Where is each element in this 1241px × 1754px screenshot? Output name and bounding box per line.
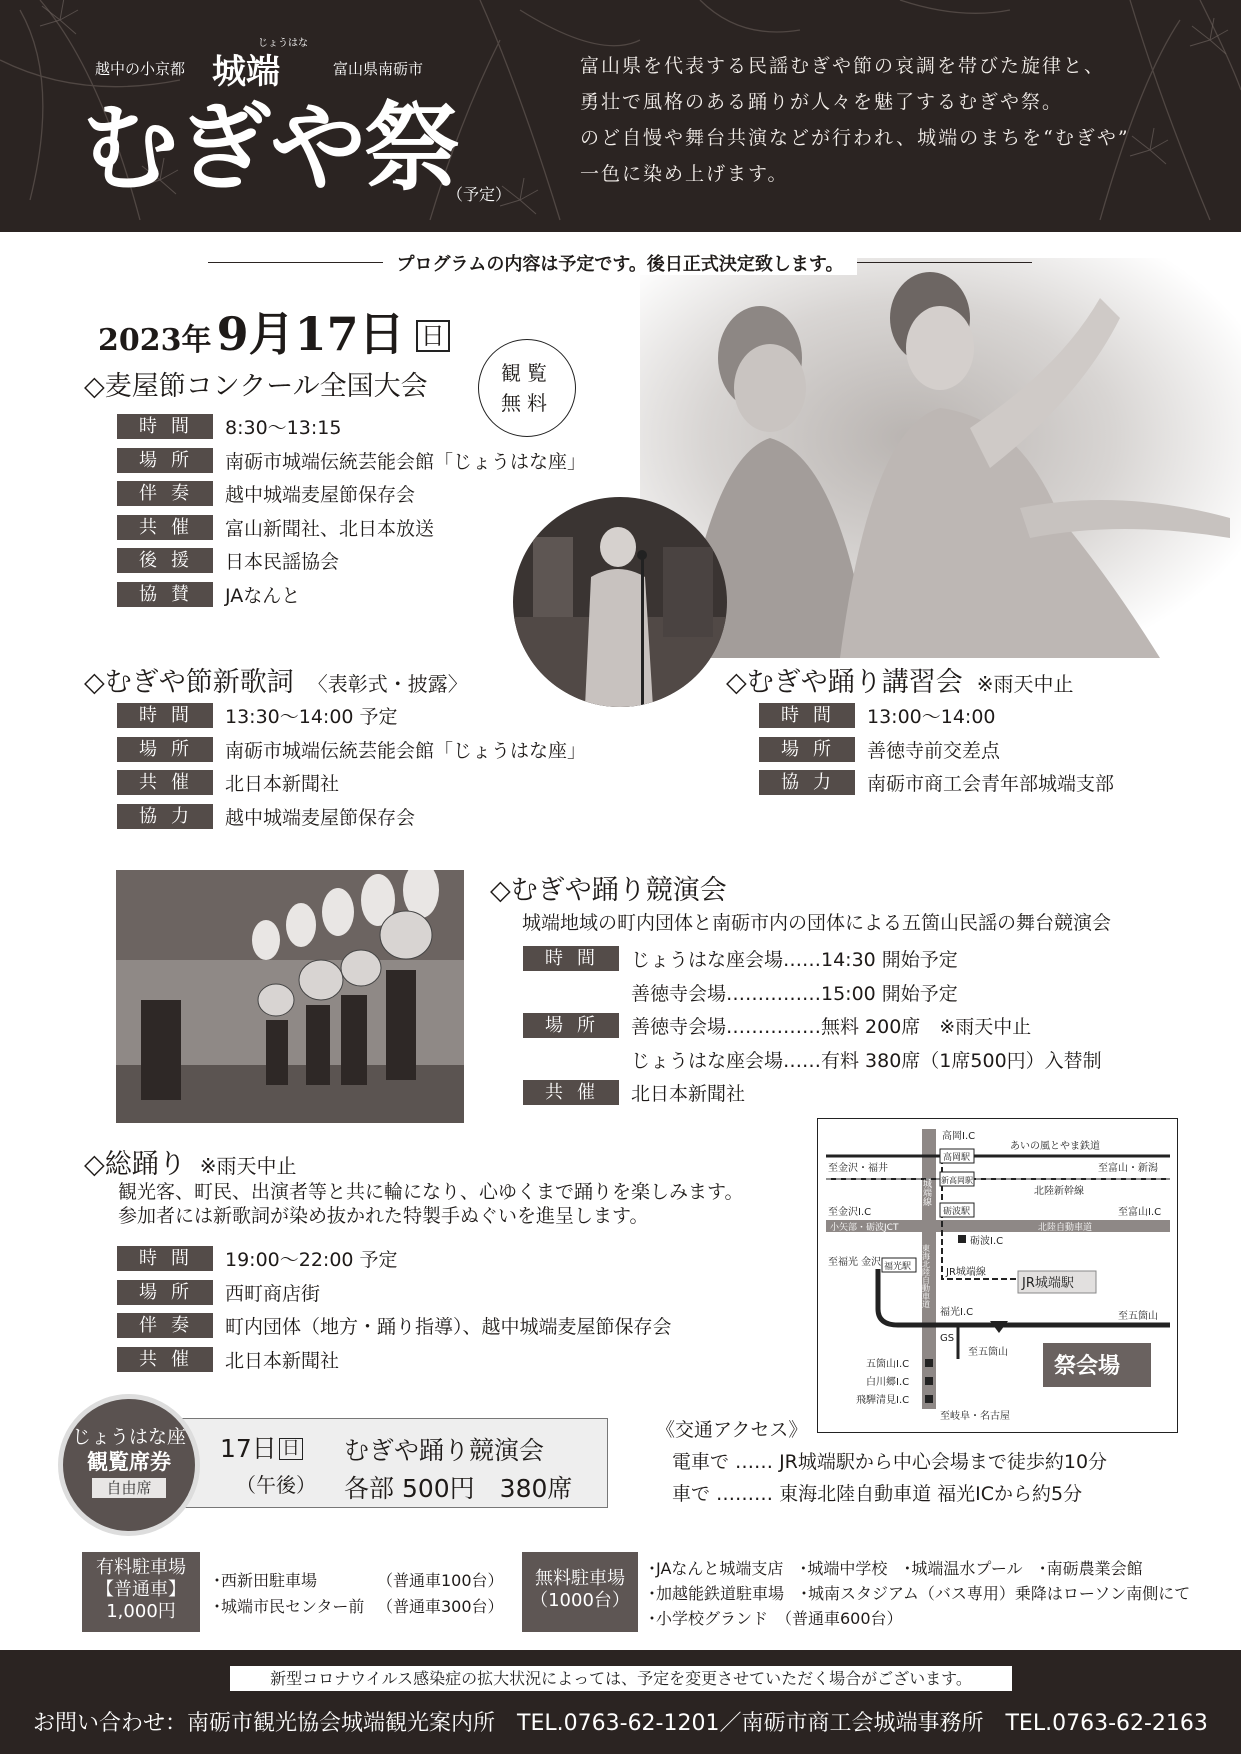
row-value: 越中城端麦屋節保存会 bbox=[225, 806, 416, 829]
row-label: 場所 bbox=[117, 1280, 213, 1305]
detail-row bbox=[759, 699, 1114, 733]
map-label: 至岐阜・名古屋 bbox=[940, 1411, 1010, 1422]
lesson-title-aside: ※雨天中止 bbox=[976, 672, 1074, 696]
ticket-info-box bbox=[175, 1418, 608, 1508]
map-label: 福光駅 bbox=[884, 1262, 912, 1272]
kyoen-description: 城端地域の町内団体と南砺市内の団体による五箇山民謡の舞台競演会 bbox=[522, 912, 1112, 934]
city-ruby: じょうはな bbox=[258, 38, 308, 49]
intro-line: 勇壮で風格のある踊りが人々を魅了するむぎや祭。 bbox=[580, 91, 1064, 113]
parking-item: ･加越能鉄道駐車場 ･城南スタジアム（バス専用）乗降はローソン南側にて bbox=[648, 1584, 1191, 1603]
paid-parking-label bbox=[82, 1552, 200, 1632]
row-value: 北日本新聞社 bbox=[631, 1083, 746, 1106]
parking-item bbox=[213, 1568, 504, 1594]
map-label: 東海北陸自動車道 bbox=[921, 1244, 931, 1308]
detail-row bbox=[117, 733, 586, 767]
detail-row bbox=[117, 1343, 672, 1377]
free-parking-list bbox=[648, 1556, 1190, 1631]
row-value: 西町商店街 bbox=[225, 1282, 321, 1305]
header-banner bbox=[0, 0, 1241, 232]
notice-line bbox=[208, 250, 1032, 276]
detail-row bbox=[117, 410, 586, 444]
kyoen-details bbox=[523, 942, 1102, 1110]
row-value: 町内団体（地方・踊り指導）、越中城端麦屋節保存会 bbox=[225, 1316, 672, 1339]
map-label: 五箇山I.C bbox=[866, 1359, 910, 1370]
row-value: 13:30〜14:00 予定 bbox=[225, 706, 398, 729]
row-label bbox=[523, 1047, 619, 1072]
kyoen-title: ◇むぎや踊り競演会 bbox=[490, 875, 727, 906]
soodori-details bbox=[117, 1242, 672, 1376]
row-value: 富山新聞社、北日本放送 bbox=[225, 517, 435, 540]
ticket-price: 各部 500円 380席 bbox=[344, 1474, 573, 1503]
date-year: 2023年 bbox=[98, 323, 212, 358]
parking-item bbox=[213, 1594, 504, 1620]
free-parking-line: （1000台） bbox=[530, 1590, 630, 1611]
ticket-circle-line: 観覧席券 bbox=[87, 1450, 171, 1474]
map-label: 至五箇山 bbox=[968, 1347, 1008, 1358]
singer-photo bbox=[513, 497, 727, 707]
row-label: 後援 bbox=[117, 548, 213, 573]
detail-row bbox=[117, 477, 586, 511]
row-value: じょうはな座会場……14:30 開始予定 bbox=[631, 949, 958, 972]
parking-name: ･城端市民センター前 bbox=[213, 1597, 365, 1616]
row-value: JAなんと bbox=[225, 584, 301, 607]
soodori-title-text: ◇総踊り bbox=[84, 1149, 186, 1180]
access-map bbox=[817, 1118, 1178, 1433]
lyrics-title bbox=[84, 660, 468, 699]
ticket-weekday: 日 bbox=[279, 1438, 303, 1460]
row-label: 時間 bbox=[523, 946, 619, 971]
row-label: 協力 bbox=[117, 804, 213, 829]
row-value: 善徳寺会場……………15:00 開始予定 bbox=[631, 982, 958, 1005]
row-value: じょうはな座会場……有料 380席（1席500円）入替制 bbox=[631, 1049, 1102, 1072]
access-car: 車で ……… 東海北陸自動車道 福光ICから約5分 bbox=[672, 1483, 1083, 1505]
row-label: 伴奏 bbox=[117, 481, 213, 506]
header-subtitle: 越中の小京都 bbox=[95, 60, 186, 78]
map-label: 至金沢I.C bbox=[828, 1207, 872, 1218]
detail-row bbox=[523, 942, 1102, 976]
ticket-circle-line: じょうはな座 bbox=[71, 1426, 186, 1448]
ticket-seal bbox=[58, 1394, 200, 1536]
row-label: 共催 bbox=[523, 1080, 619, 1105]
map-label: 小矢部・砺波JCT bbox=[830, 1223, 899, 1233]
detail-row bbox=[523, 1009, 1102, 1043]
detail-row bbox=[523, 976, 1102, 1010]
dancer-photo bbox=[640, 258, 1241, 658]
map-label: 至福光 金沢 bbox=[828, 1257, 882, 1268]
row-value: 越中城端麦屋節保存会 bbox=[225, 484, 416, 507]
program-notice bbox=[208, 250, 1032, 276]
lyrics-title-text: ◇むぎや節新歌詞 bbox=[84, 667, 294, 698]
map-label: 304 bbox=[990, 1310, 1008, 1320]
map-label: 至金沢・福井 bbox=[828, 1163, 888, 1174]
date-weekday: 日 bbox=[416, 320, 450, 352]
row-label: 場所 bbox=[117, 448, 213, 473]
parade-photo bbox=[116, 870, 464, 1123]
row-value: 13:00〜14:00 bbox=[867, 706, 996, 729]
paid-parking-line: 1,000円 bbox=[106, 1601, 176, 1622]
detail-row bbox=[117, 1309, 672, 1343]
concours-title: ◇麦屋節コンクール全国大会 bbox=[84, 371, 428, 402]
city-name: 城端 bbox=[212, 52, 280, 92]
row-label: 時間 bbox=[117, 414, 213, 439]
contact-info: お問い合わせ：南砺市観光協会城端観光案内所 TEL.0763-62-1201／南砺市商工会城端事務所 TEL.0763-62-2163 bbox=[33, 1711, 1208, 1736]
detail-row bbox=[759, 733, 1114, 767]
parking-capacity: （普通車300台） bbox=[377, 1597, 504, 1616]
row-label: 場所 bbox=[759, 737, 855, 762]
row-label: 協賛 bbox=[117, 582, 213, 607]
detail-row bbox=[523, 1076, 1102, 1110]
paid-parking-line: 有料駐車場 bbox=[96, 1557, 186, 1578]
detail-row bbox=[117, 444, 586, 478]
map-label: GS bbox=[940, 1333, 955, 1344]
notice-text: プログラムの内容は予定です。後日正式決定致します。 bbox=[383, 254, 858, 275]
map-label: 高岡I.C bbox=[942, 1131, 976, 1142]
date-month-day: 9月17日 bbox=[216, 307, 405, 361]
row-label: 時間 bbox=[117, 1246, 213, 1271]
row-value: 南砺市城端伝統芸能会館「じょうはな座」 bbox=[225, 450, 587, 473]
map-label: 新高岡駅 bbox=[941, 1176, 973, 1185]
covid-notice: 新型コロナウイルス感染症の拡大状況によっては、予定を変更させていただく場合がございます。 bbox=[230, 1666, 1012, 1691]
soodori-desc-line: 観光客、町民、出演者等と共に輪になり、心ゆくまで踊りを楽しみます。 bbox=[118, 1181, 744, 1203]
event-date bbox=[98, 298, 450, 364]
map-label: 高岡駅 bbox=[943, 1153, 971, 1163]
intro-line: 一色に染め上げます。 bbox=[580, 163, 789, 185]
festival-title: むぎや祭 bbox=[82, 91, 458, 204]
paid-parking-line: 【普通車】 bbox=[96, 1579, 186, 1600]
row-label: 共催 bbox=[117, 1347, 213, 1372]
intro-text bbox=[580, 48, 1200, 192]
map-label: あいの風とやま鉄道 bbox=[1010, 1141, 1100, 1152]
detail-row bbox=[117, 699, 586, 733]
detail-row bbox=[523, 1043, 1102, 1077]
row-label: 共催 bbox=[117, 770, 213, 795]
row-label: 場所 bbox=[117, 737, 213, 762]
row-label: 共催 bbox=[117, 515, 213, 540]
prefecture-name: 富山県南砺市 bbox=[333, 60, 424, 78]
map-label: 北陸自動車道 bbox=[1038, 1223, 1093, 1233]
detail-row bbox=[117, 766, 586, 800]
lyrics-title-aside: 〈表彰式・披露〉 bbox=[307, 672, 468, 696]
row-value: 8:30〜13:15 bbox=[225, 417, 342, 440]
detail-row bbox=[117, 511, 586, 545]
free-parking-line: 無料駐車場 bbox=[535, 1568, 625, 1589]
map-label: 砺波駅 bbox=[943, 1207, 971, 1217]
row-value: 19:00〜22:00 予定 bbox=[225, 1249, 398, 1272]
row-value: 北日本新聞社 bbox=[225, 773, 340, 796]
detail-row bbox=[759, 766, 1114, 800]
access-title: 《交通アクセス》 bbox=[656, 1419, 808, 1441]
detail-row bbox=[117, 1242, 672, 1276]
tentative-mark: （予定） bbox=[447, 185, 512, 204]
map-venue-label: 祭会場 bbox=[1054, 1354, 1121, 1379]
badge-line: 観覧 bbox=[501, 361, 553, 385]
access-train: 電車で …… JR城端駅から中心会場まで徒歩約10分 bbox=[672, 1451, 1108, 1473]
map-label: 至富山・新潟 bbox=[1098, 1163, 1158, 1174]
row-label: 伴奏 bbox=[117, 1313, 213, 1338]
soodori-title bbox=[84, 1142, 297, 1181]
soodori-title-aside: ※雨天中止 bbox=[199, 1154, 297, 1178]
map-label: 白川郷I.C bbox=[866, 1377, 910, 1388]
detail-row bbox=[117, 544, 586, 578]
row-label: 場所 bbox=[523, 1013, 619, 1038]
map-label: 飛騨清見I.C bbox=[856, 1395, 910, 1406]
row-value: 南砺市城端伝統芸能会館「じょうはな座」 bbox=[225, 739, 587, 762]
detail-row bbox=[117, 800, 586, 834]
row-value: 北日本新聞社 bbox=[225, 1349, 340, 1372]
intro-line: 富山県を代表する民謡むぎや節の哀調を帯びた旋律と、 bbox=[580, 55, 1106, 77]
ticket-event: むぎや踊り競演会 bbox=[344, 1436, 545, 1465]
lesson-details bbox=[759, 699, 1114, 800]
soodori-description bbox=[118, 1180, 743, 1228]
row-value: 善徳寺会場……………無料 200席 ※雨天中止 bbox=[631, 1016, 1032, 1039]
row-label: 時間 bbox=[117, 703, 213, 728]
ticket-time: （午後） bbox=[236, 1473, 316, 1497]
parking-item: ･JAなんと城端支店 ･城端中学校 ･城端温水プール ･南砺農業会館 bbox=[648, 1559, 1143, 1578]
row-value: 善徳寺前交差点 bbox=[867, 739, 1001, 762]
row-value: 南砺市商工会青年部城端支部 bbox=[867, 773, 1115, 796]
badge-line: 無料 bbox=[501, 391, 553, 415]
row-value: 日本民謡協会 bbox=[225, 551, 340, 574]
free-parking-label bbox=[522, 1552, 638, 1632]
parking-item: ･小学校グランド （普通車600台） bbox=[648, 1609, 903, 1628]
lesson-title bbox=[726, 660, 1074, 699]
row-label: 協力 bbox=[759, 770, 855, 795]
map-label: 砺波I.C bbox=[970, 1236, 1004, 1247]
map-label: 福光I.C bbox=[940, 1307, 974, 1318]
paid-parking-list bbox=[213, 1568, 504, 1620]
intro-line: のど自慢や舞台共演などが行われ、城端のまちを“むぎや” bbox=[580, 127, 1130, 149]
map-label: JR城端線 bbox=[946, 1267, 986, 1278]
ticket-day bbox=[220, 1429, 303, 1465]
map-label: 至富山I.C bbox=[1118, 1207, 1162, 1218]
access-info bbox=[656, 1414, 1107, 1510]
ticket-seat-tag: 自由席 bbox=[92, 1478, 165, 1498]
row-label bbox=[523, 980, 619, 1005]
map-label: JR城端駅 bbox=[1022, 1276, 1074, 1291]
map-label: 城端線 bbox=[921, 1179, 931, 1206]
map-label: 北陸新幹線 bbox=[1034, 1186, 1084, 1197]
parking-name: ･西新田駐車場 bbox=[213, 1571, 318, 1590]
ticket-day-text: 17日 bbox=[220, 1434, 277, 1463]
map-label: 至五箇山 bbox=[1118, 1311, 1158, 1322]
detail-row bbox=[117, 1276, 672, 1310]
lesson-title-text: ◇むぎや踊り講習会 bbox=[726, 667, 963, 698]
soodori-desc-line: 参加者には新歌詞が染め抜かれた特製手ぬぐいを進呈します。 bbox=[118, 1205, 649, 1227]
row-label: 時間 bbox=[759, 703, 855, 728]
lyrics-details bbox=[117, 699, 586, 833]
parking-capacity: （普通車100台） bbox=[377, 1571, 504, 1590]
